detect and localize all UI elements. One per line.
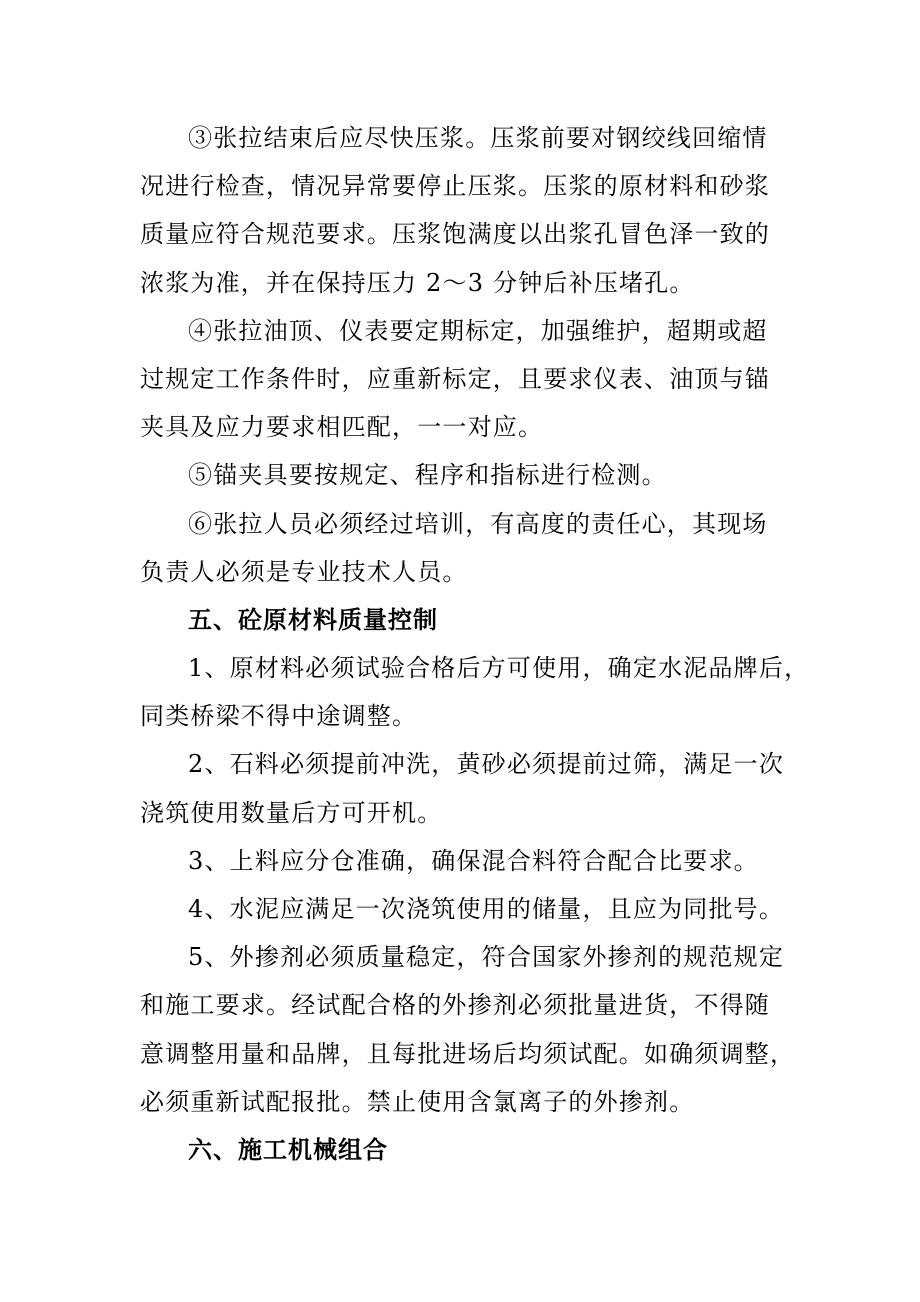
- paragraph-3-line-2: 况进行检查，情况异常要停止压浆。压浆的原材料和砂浆: [140, 172, 770, 201]
- item-5-line-2: 和施工要求。经试配合格的外掺剂必须批量进货，不得随: [140, 991, 770, 1020]
- paragraph-4-line-2: 过规定工作条件时，应重新标定，且要求仪表、油顶与锚: [140, 364, 770, 393]
- item-3-line-1: 3、上料应分仓准确，确保混合料符合配合比要求。: [188, 846, 759, 875]
- paragraph-4-line-1: ④张拉油顶、仪表要定期标定，加强维护，超期或超: [188, 316, 768, 345]
- section-heading-5: 五、砼原材料质量控制: [188, 605, 438, 634]
- item-1-line-1: 1、原材料必须试验合格后方可使用，确定水泥品牌后，: [188, 654, 810, 683]
- item-5-line-4: 必须重新试配报批。禁止使用含氯离子的外掺剂。: [140, 1087, 695, 1116]
- item-5-line-3: 意调整用量和品牌，且每批进场后均须试配。如确须调整，: [140, 1039, 796, 1068]
- paragraph-6-line-2: 负责人必须是专业技术人员。: [140, 557, 468, 586]
- paragraph-3-line-1: ③张拉结束后应尽快压浆。压浆前要对钢绞线回缩情: [188, 124, 768, 152]
- paragraph-3-line-3: 质量应符合规范要求。压浆饱满度以出浆孔冒色泽一致的: [140, 220, 770, 249]
- paragraph-6-line-1: ⑥张拉人员必须经过培训，有高度的责任心，其现场: [188, 509, 768, 538]
- section-heading-6: 六、施工机械组合: [188, 1135, 388, 1164]
- item-2-line-2: 浇筑使用数量后方可开机。: [140, 798, 443, 827]
- item-2-line-1: 2、石料必须提前冲洗，黄砂必须提前过筛，满足一次: [188, 750, 785, 779]
- item-4-line-1: 4、水泥应满足一次浇筑使用的储量，且应为同批号。: [188, 895, 785, 923]
- item-1-line-2: 同类桥梁不得中途调整。: [140, 702, 418, 731]
- paragraph-5-line-1: ⑤锚夹具要按规定、程序和指标进行检测。: [188, 461, 667, 490]
- paragraph-4-line-3: 夹具及应力要求相匹配，一一对应。: [140, 413, 544, 442]
- item-5-line-1: 5、外掺剂必须质量稳定，符合国家外掺剂的规范规定: [188, 943, 785, 972]
- paragraph-3-line-4: 浓浆为准，并在保持压力 2～3 分钟后补压堵孔。: [140, 268, 695, 297]
- document-body: [140, 114, 810, 1174]
